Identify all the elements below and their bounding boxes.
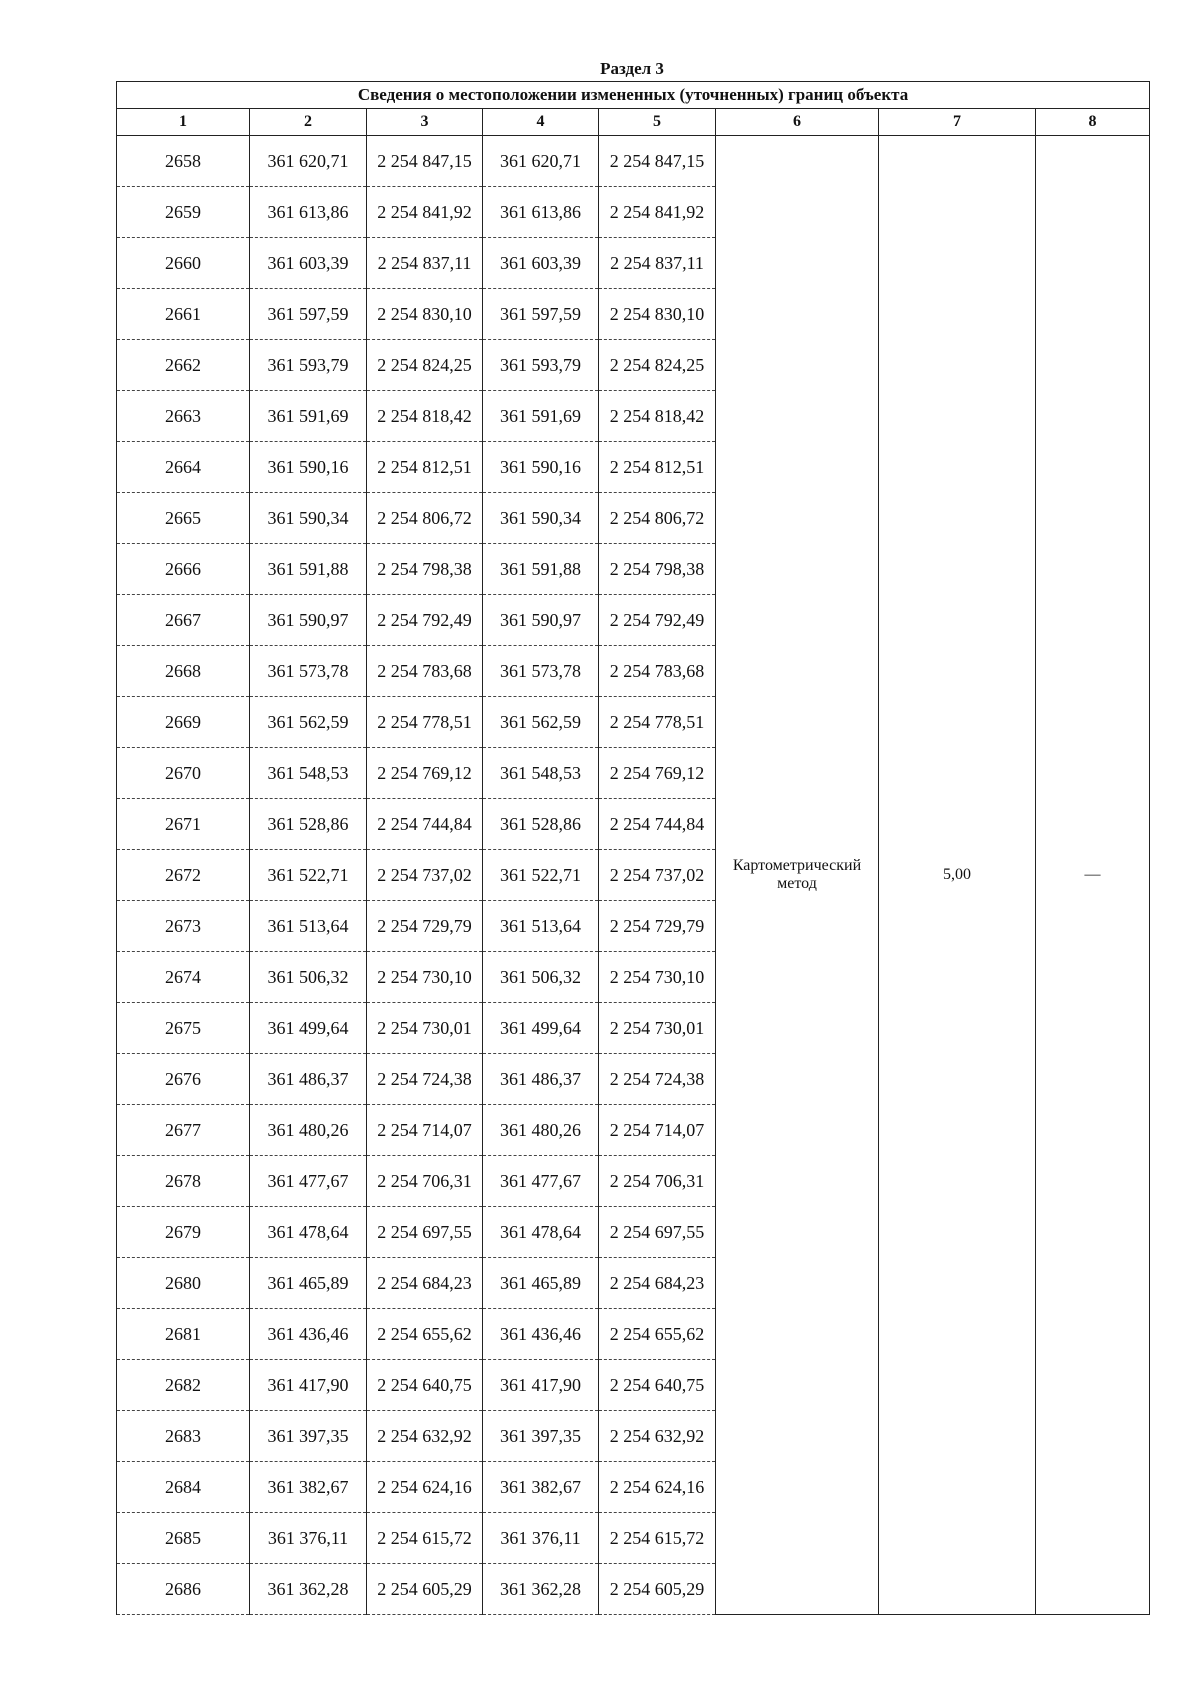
point-number-cell: 2683 [117,1411,250,1462]
x-new-cell: 361 603,39 [483,238,599,289]
point-number-cell: 2674 [117,952,250,1003]
y-new-cell: 2 254 830,10 [599,289,716,340]
y-old-cell: 2 254 737,02 [367,850,483,901]
y-old-cell: 2 254 605,29 [367,1564,483,1615]
y-new-cell: 2 254 684,23 [599,1258,716,1309]
y-new-cell: 2 254 812,51 [599,442,716,493]
point-number-cell: 2678 [117,1156,250,1207]
x-new-cell: 361 562,59 [483,697,599,748]
y-new-cell: 2 254 737,02 [599,850,716,901]
y-new-cell: 2 254 724,38 [599,1054,716,1105]
y-old-cell: 2 254 730,01 [367,1003,483,1054]
point-number-cell: 2673 [117,901,250,952]
x-old-cell: 361 522,71 [250,850,367,901]
table-row [117,136,1150,187]
x-new-cell: 361 593,79 [483,340,599,391]
y-old-cell: 2 254 744,84 [367,799,483,850]
y-old-cell: 2 254 714,07 [367,1105,483,1156]
point-number-cell: 2675 [117,1003,250,1054]
x-new-cell: 361 417,90 [483,1360,599,1411]
y-new-cell: 2 254 847,15 [599,136,716,187]
accuracy-cell: 5,00 [879,136,1036,1615]
x-old-cell: 361 613,86 [250,187,367,238]
y-old-cell: 2 254 847,15 [367,136,483,187]
x-old-cell: 361 477,67 [250,1156,367,1207]
y-old-cell: 2 254 837,11 [367,238,483,289]
x-new-cell: 361 597,59 [483,289,599,340]
point-number-cell: 2661 [117,289,250,340]
column-number-6: 6 [716,109,879,136]
extra-cell: — [1036,136,1150,1615]
x-old-cell: 361 548,53 [250,748,367,799]
x-new-cell: 361 382,67 [483,1462,599,1513]
y-old-cell: 2 254 841,92 [367,187,483,238]
point-number-cell: 2685 [117,1513,250,1564]
x-old-cell: 361 436,46 [250,1309,367,1360]
x-new-cell: 361 486,37 [483,1054,599,1105]
y-new-cell: 2 254 697,55 [599,1207,716,1258]
y-old-cell: 2 254 792,49 [367,595,483,646]
y-new-cell: 2 254 730,01 [599,1003,716,1054]
x-old-cell: 361 397,35 [250,1411,367,1462]
y-new-cell: 2 254 798,38 [599,544,716,595]
x-old-cell: 361 573,78 [250,646,367,697]
x-new-cell: 361 397,35 [483,1411,599,1462]
column-number-5: 5 [599,109,716,136]
point-number-cell: 2680 [117,1258,250,1309]
y-old-cell: 2 254 729,79 [367,901,483,952]
point-number-cell: 2676 [117,1054,250,1105]
x-old-cell: 361 620,71 [250,136,367,187]
point-number-cell: 2667 [117,595,250,646]
x-old-cell: 361 597,59 [250,289,367,340]
y-new-cell: 2 254 615,72 [599,1513,716,1564]
y-new-cell: 2 254 806,72 [599,493,716,544]
column-number-2: 2 [250,109,367,136]
point-number-cell: 2684 [117,1462,250,1513]
y-old-cell: 2 254 769,12 [367,748,483,799]
point-number-cell: 2670 [117,748,250,799]
y-new-cell: 2 254 605,29 [599,1564,716,1615]
x-new-cell: 361 548,53 [483,748,599,799]
point-number-cell: 2663 [117,391,250,442]
y-old-cell: 2 254 806,72 [367,493,483,544]
point-number-cell: 2682 [117,1360,250,1411]
point-number-cell: 2658 [117,136,250,187]
y-new-cell: 2 254 824,25 [599,340,716,391]
y-old-cell: 2 254 624,16 [367,1462,483,1513]
column-number-1: 1 [117,109,250,136]
x-old-cell: 361 590,97 [250,595,367,646]
column-number-7: 7 [879,109,1036,136]
point-number-cell: 2669 [117,697,250,748]
x-old-cell: 361 591,88 [250,544,367,595]
table-title-row [117,82,1150,109]
column-number-3: 3 [367,109,483,136]
x-old-cell: 361 590,34 [250,493,367,544]
column-number-row [117,109,1150,136]
x-new-cell: 361 478,64 [483,1207,599,1258]
y-new-cell: 2 254 778,51 [599,697,716,748]
column-number-8: 8 [1036,109,1150,136]
table-title: Сведения о местоположении измененных (уточненных) границ объекта [117,82,1150,109]
x-new-cell: 361 613,86 [483,187,599,238]
y-new-cell: 2 254 769,12 [599,748,716,799]
x-new-cell: 361 513,64 [483,901,599,952]
y-old-cell: 2 254 615,72 [367,1513,483,1564]
x-old-cell: 361 478,64 [250,1207,367,1258]
point-number-cell: 2681 [117,1309,250,1360]
section-label: Раздел 3 [600,59,664,78]
y-new-cell: 2 254 706,31 [599,1156,716,1207]
point-number-cell: 2679 [117,1207,250,1258]
point-number-cell: 2660 [117,238,250,289]
x-old-cell: 361 562,59 [250,697,367,748]
y-old-cell: 2 254 798,38 [367,544,483,595]
x-new-cell: 361 506,32 [483,952,599,1003]
x-new-cell: 361 573,78 [483,646,599,697]
method-line-1: Картометрический [732,857,862,874]
x-new-cell: 361 477,67 [483,1156,599,1207]
y-old-cell: 2 254 684,23 [367,1258,483,1309]
x-new-cell: 361 362,28 [483,1564,599,1615]
y-new-cell: 2 254 841,92 [599,187,716,238]
x-old-cell: 361 480,26 [250,1105,367,1156]
y-old-cell: 2 254 783,68 [367,646,483,697]
y-old-cell: 2 254 632,92 [367,1411,483,1462]
point-number-cell: 2677 [117,1105,250,1156]
y-new-cell: 2 254 783,68 [599,646,716,697]
y-new-cell: 2 254 744,84 [599,799,716,850]
point-number-cell: 2671 [117,799,250,850]
column-number-4: 4 [483,109,599,136]
point-number-cell: 2665 [117,493,250,544]
y-old-cell: 2 254 812,51 [367,442,483,493]
y-new-cell: 2 254 714,07 [599,1105,716,1156]
point-number-cell: 2666 [117,544,250,595]
x-new-cell: 361 590,34 [483,493,599,544]
x-new-cell: 361 591,88 [483,544,599,595]
y-new-cell: 2 254 837,11 [599,238,716,289]
y-old-cell: 2 254 778,51 [367,697,483,748]
x-old-cell: 361 506,32 [250,952,367,1003]
x-new-cell: 361 591,69 [483,391,599,442]
y-old-cell: 2 254 818,42 [367,391,483,442]
point-number-cell: 2672 [117,850,250,901]
x-old-cell: 361 591,69 [250,391,367,442]
point-number-cell: 2664 [117,442,250,493]
x-new-cell: 361 528,86 [483,799,599,850]
y-old-cell: 2 254 640,75 [367,1360,483,1411]
x-old-cell: 361 382,67 [250,1462,367,1513]
x-new-cell: 361 590,97 [483,595,599,646]
x-new-cell: 361 590,16 [483,442,599,493]
x-new-cell: 361 620,71 [483,136,599,187]
y-new-cell: 2 254 729,79 [599,901,716,952]
y-old-cell: 2 254 830,10 [367,289,483,340]
y-old-cell: 2 254 655,62 [367,1309,483,1360]
y-new-cell: 2 254 624,16 [599,1462,716,1513]
method-cell [716,136,879,1615]
y-new-cell: 2 254 818,42 [599,391,716,442]
x-old-cell: 361 486,37 [250,1054,367,1105]
x-new-cell: 361 436,46 [483,1309,599,1360]
x-old-cell: 361 603,39 [250,238,367,289]
x-old-cell: 361 362,28 [250,1564,367,1615]
x-old-cell: 361 465,89 [250,1258,367,1309]
y-old-cell: 2 254 824,25 [367,340,483,391]
x-old-cell: 361 513,64 [250,901,367,952]
x-old-cell: 361 528,86 [250,799,367,850]
y-old-cell: 2 254 724,38 [367,1054,483,1105]
x-new-cell: 361 376,11 [483,1513,599,1564]
y-new-cell: 2 254 730,10 [599,952,716,1003]
coordinates-table [116,81,1150,1615]
x-old-cell: 361 590,16 [250,442,367,493]
x-new-cell: 361 480,26 [483,1105,599,1156]
x-old-cell: 361 499,64 [250,1003,367,1054]
y-new-cell: 2 254 632,92 [599,1411,716,1462]
y-new-cell: 2 254 655,62 [599,1309,716,1360]
point-number-cell: 2686 [117,1564,250,1615]
x-old-cell: 361 593,79 [250,340,367,391]
y-new-cell: 2 254 792,49 [599,595,716,646]
y-old-cell: 2 254 706,31 [367,1156,483,1207]
point-number-cell: 2662 [117,340,250,391]
y-old-cell: 2 254 697,55 [367,1207,483,1258]
point-number-cell: 2659 [117,187,250,238]
x-new-cell: 361 522,71 [483,850,599,901]
y-new-cell: 2 254 640,75 [599,1360,716,1411]
x-new-cell: 361 465,89 [483,1258,599,1309]
x-old-cell: 361 417,90 [250,1360,367,1411]
x-old-cell: 361 376,11 [250,1513,367,1564]
method-line-2: метод [777,875,817,892]
y-old-cell: 2 254 730,10 [367,952,483,1003]
x-new-cell: 361 499,64 [483,1003,599,1054]
point-number-cell: 2668 [117,646,250,697]
